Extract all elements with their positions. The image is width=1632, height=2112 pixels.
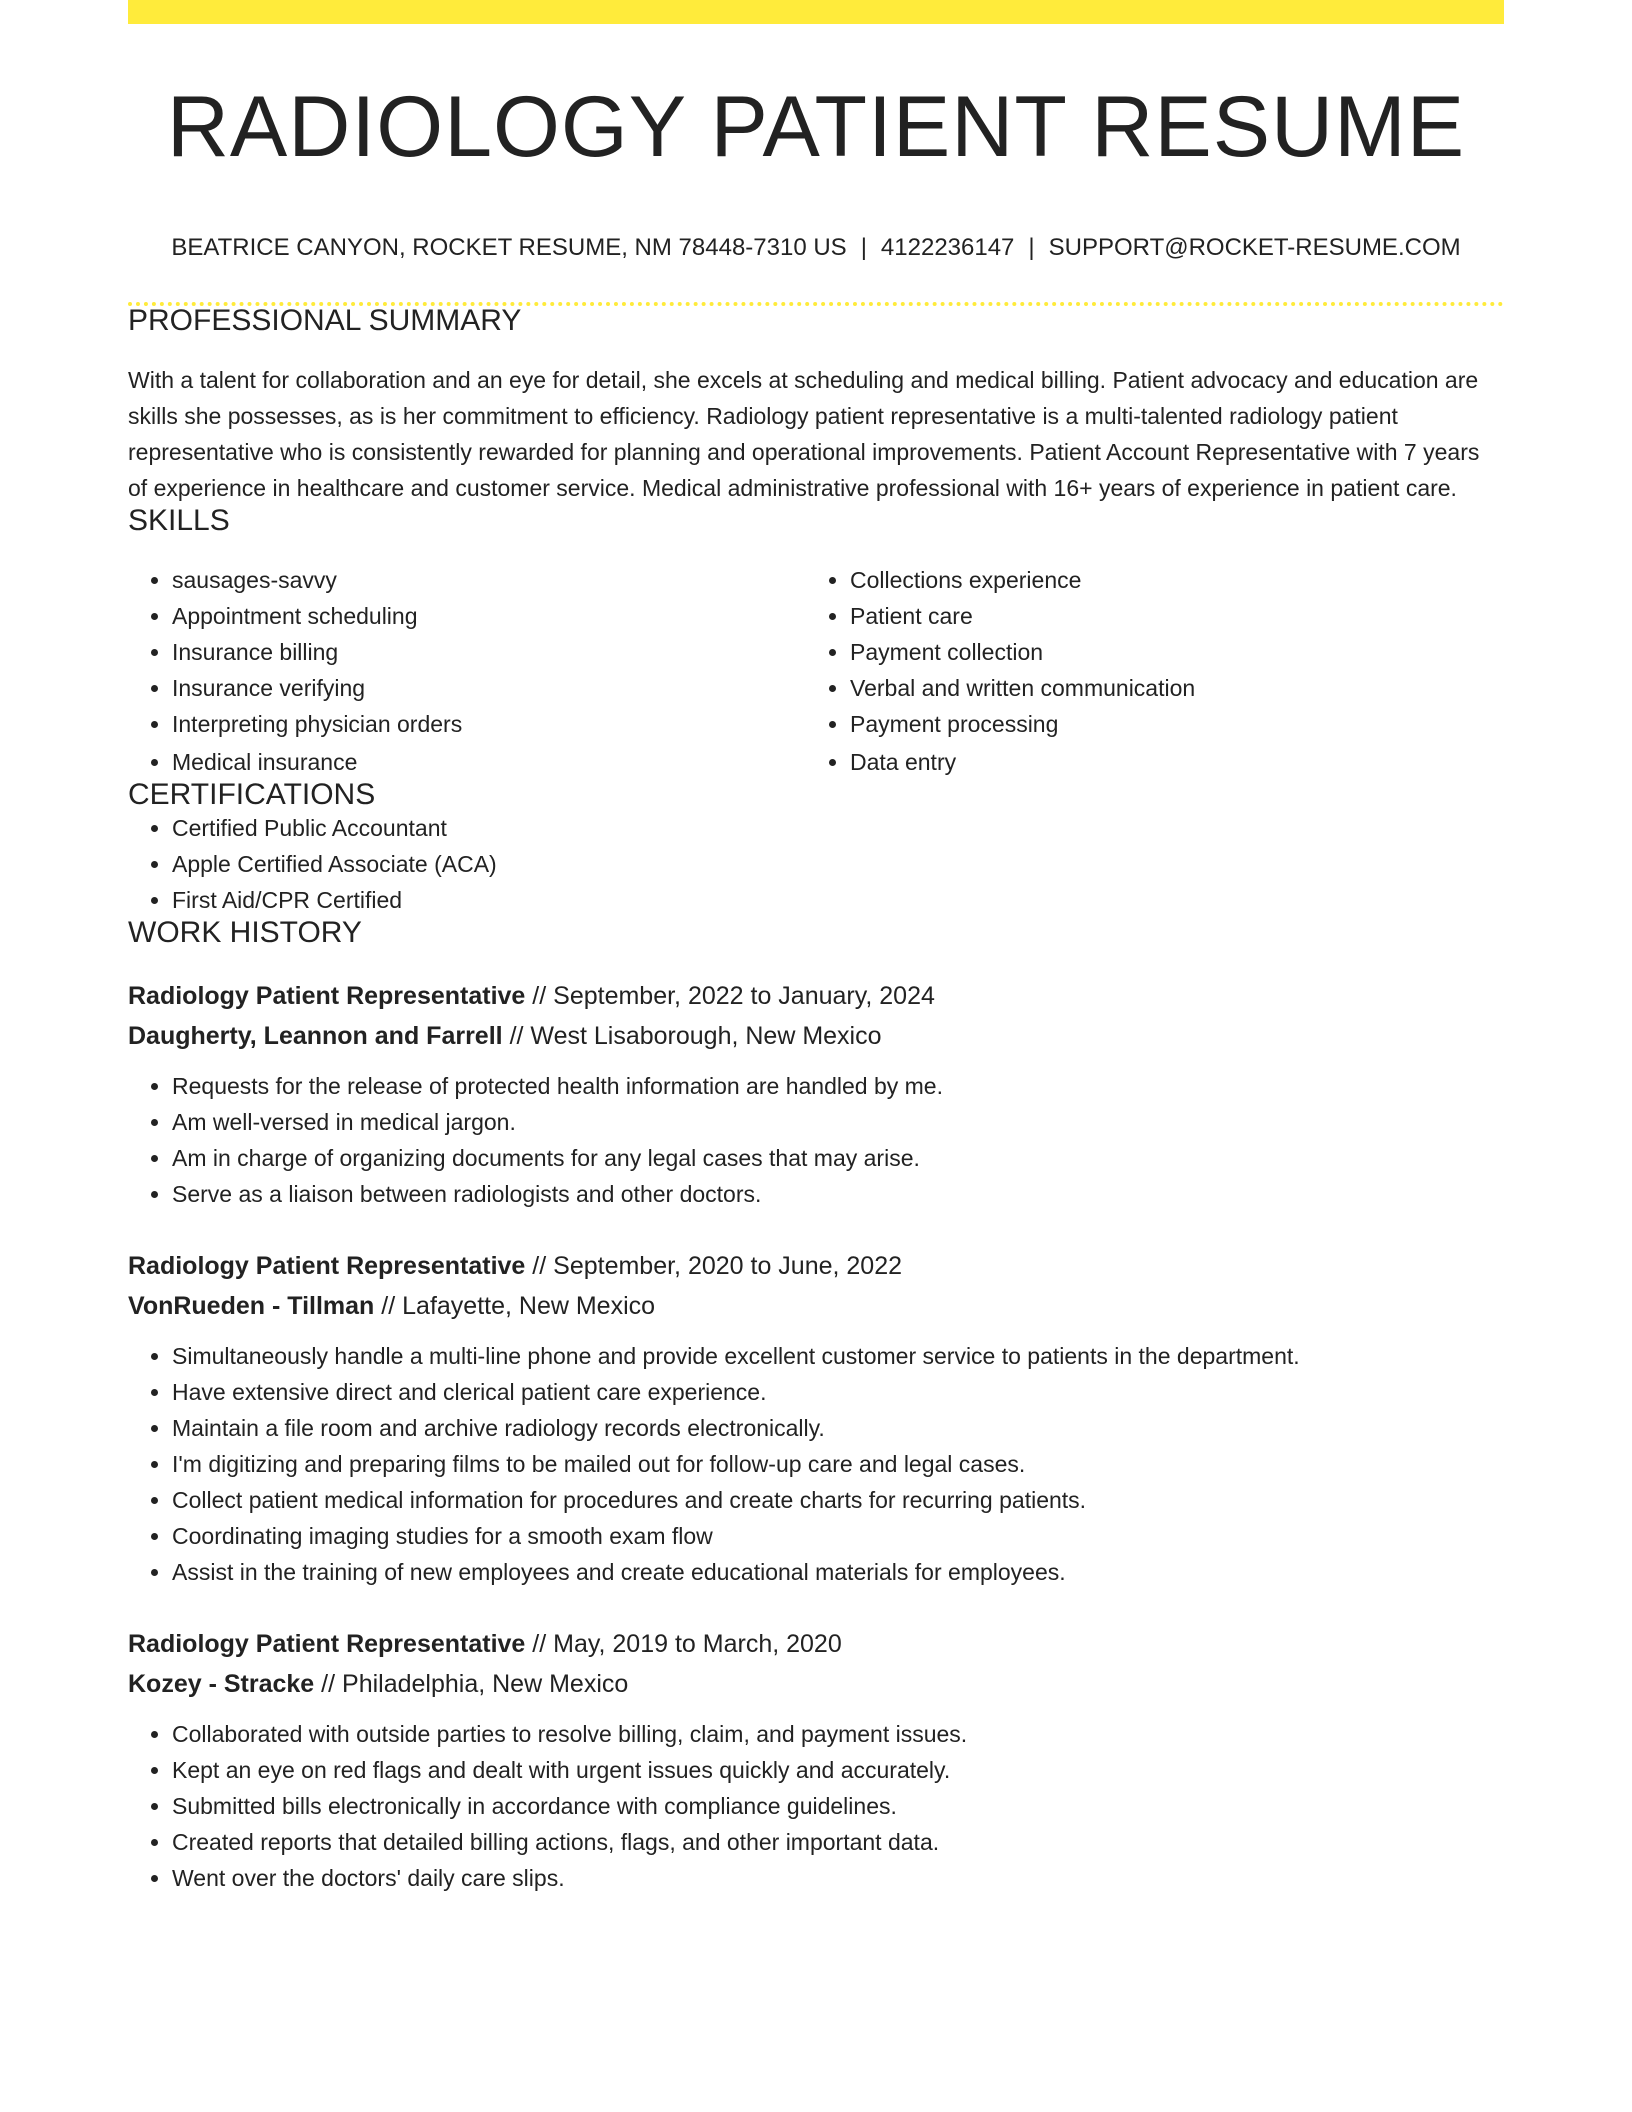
skill-item: • Patient care <box>850 598 1484 634</box>
skill-item: • Payment collection <box>850 634 1484 670</box>
job-duty: • Am in charge of organizing documents for any legal cases that may arise. <box>172 1140 1504 1176</box>
job-divider: // <box>321 1670 336 1698</box>
skill-item: • Appointment scheduling <box>172 598 806 634</box>
certification-item: • Apple Certified Associate (ACA) <box>172 846 1504 882</box>
job-duty: • Assist in the training of new employees and create educational materials for employees. <box>172 1554 1504 1590</box>
job-divider: // <box>532 1252 547 1280</box>
job-duty: • Collaborated with outside parties to resolve billing, claim, and payment issues. <box>172 1716 1504 1752</box>
job-dates: September, 2022 to January, 2024 <box>553 982 935 1010</box>
skill-item: • Medical insurance <box>172 744 806 780</box>
job-duty: • Am well-versed in medical jargon. <box>172 1104 1504 1140</box>
job-divider: // <box>509 1022 524 1050</box>
job-entry <box>128 976 1504 1212</box>
job-divider: // <box>532 982 547 1010</box>
skill-item: • Verbal and written communication <box>850 670 1484 706</box>
certifications-list <box>128 810 1504 918</box>
job-duty: • Coordinating imaging studies for a smooth exam flow <box>172 1518 1504 1554</box>
job-title: Radiology Patient Representative <box>128 1252 526 1280</box>
job-duty: • Kept an eye on red flags and dealt with urgent issues quickly and accurately. <box>172 1752 1504 1788</box>
skill-item: • Data entry <box>850 744 1484 780</box>
skill-item: • Collections experience <box>850 562 1484 598</box>
contact-separator: | <box>1028 234 1035 261</box>
job-company: Daugherty, Leannon and Farrell <box>128 1022 503 1050</box>
job-duties-list <box>128 1716 1504 1896</box>
job-duties-list <box>128 1068 1504 1212</box>
job-title: Radiology Patient Representative <box>128 1630 526 1658</box>
skill-item: • sausages-savvy <box>172 562 806 598</box>
skill-item: • Interpreting physician orders <box>172 706 806 742</box>
job-title-line <box>128 1246 1504 1286</box>
job-entry <box>128 1624 1504 1896</box>
job-dates: September, 2020 to June, 2022 <box>553 1252 903 1280</box>
job-company-line <box>128 1016 1504 1056</box>
job-divider: // <box>532 1630 547 1658</box>
contact-email: SUPPORT@ROCKET-RESUME.COM <box>1048 234 1461 261</box>
skills-column-left <box>128 562 806 780</box>
job-company: Kozey - Stracke <box>128 1670 315 1698</box>
job-duty: • Went over the doctors' daily care slips. <box>172 1860 1504 1896</box>
job-company-line <box>128 1664 1504 1704</box>
resume-page <box>128 0 1504 1896</box>
job-company: VonRueden - Tillman <box>128 1292 375 1320</box>
job-duty: • Submitted bills electronically in accordance with compliance guidelines. <box>172 1788 1504 1824</box>
skills-list-left <box>128 562 806 780</box>
job-duty: • Simultaneously handle a multi-line phone and provide excellent customer service to patients in the department. <box>172 1338 1504 1374</box>
contact-phone: 4122236147 <box>880 234 1015 261</box>
skills-column-right <box>806 562 1484 780</box>
job-duty: • Collect patient medical information for procedures and create charts for recurring patients. <box>172 1482 1504 1518</box>
job-title-line <box>128 1624 1504 1664</box>
work-history-heading: WORK HISTORY <box>128 916 362 949</box>
job-duties-list <box>128 1338 1504 1590</box>
contact-line <box>128 234 1504 262</box>
skill-item: • Payment processing <box>850 706 1484 742</box>
skill-item: • Insurance verifying <box>172 670 806 706</box>
summary-text: With a talent for collaboration and an eye for detail, she excels at scheduling and medical billing. Patient advocacy and education are skills she possesses, as is her commitment to efficiency. Radiology patient representative is a multi-talented radiology patient representative who is consistently rewarded for planning and operational improvements. Patient Account Representative with 7 years of experience in healthcare and customer service. Medical administrative professional with 16+ years of experience in patient care. <box>128 367 1480 501</box>
certification-item: • First Aid/CPR Certified <box>172 882 1504 918</box>
skill-item: • Insurance billing <box>172 634 806 670</box>
job-duty: • Created reports that detailed billing actions, flags, and other important data. <box>172 1824 1504 1860</box>
accent-top-bar <box>128 0 1504 24</box>
job-title: Radiology Patient Representative <box>128 982 526 1010</box>
job-dates: May, 2019 to March, 2020 <box>553 1630 842 1658</box>
certifications-heading: CERTIFICATIONS <box>128 778 376 811</box>
certification-item: • Certified Public Accountant <box>172 810 1504 846</box>
skills-heading: SKILLS <box>128 504 230 537</box>
skills-grid <box>128 562 1504 780</box>
job-location: Philadelphia, New Mexico <box>342 1670 629 1698</box>
contact-address: BEATRICE CANYON, ROCKET RESUME, NM 78448-7310 US <box>171 234 847 261</box>
job-entry <box>128 1246 1504 1590</box>
job-location: Lafayette, New Mexico <box>402 1292 656 1320</box>
summary-heading: PROFESSIONAL SUMMARY <box>128 304 522 337</box>
skills-list-right <box>806 562 1484 780</box>
job-location: West Lisaborough, New Mexico <box>530 1022 882 1050</box>
job-duty: • Have extensive direct and clerical patient care experience. <box>172 1374 1504 1410</box>
job-divider: // <box>381 1292 396 1320</box>
job-title-line <box>128 976 1504 1016</box>
job-duty: • Requests for the release of protected health information are handled by me. <box>172 1068 1504 1104</box>
job-company-line <box>128 1286 1504 1326</box>
job-duty: • I'm digitizing and preparing films to be mailed out for follow-up care and legal cases. <box>172 1446 1504 1482</box>
contact-separator: | <box>860 234 867 261</box>
job-duty: • Serve as a liaison between radiologists and other doctors. <box>172 1176 1504 1212</box>
resume-title: RADIOLOGY PATIENT RESUME <box>166 79 1466 175</box>
job-duty: • Maintain a file room and archive radiology records electronically. <box>172 1410 1504 1446</box>
